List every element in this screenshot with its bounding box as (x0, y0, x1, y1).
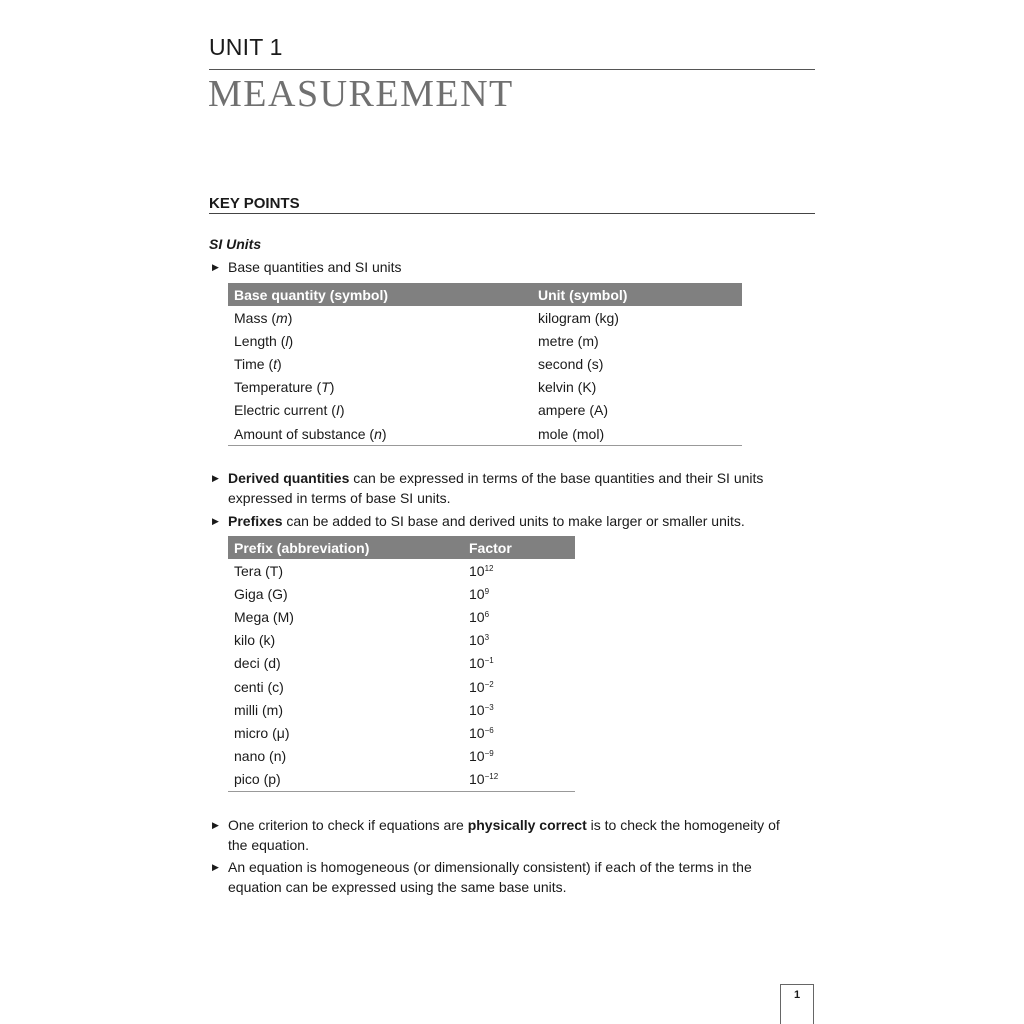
factor-exponent: 3 (484, 633, 490, 643)
factor-cell (463, 605, 575, 628)
factor-base: 10 (469, 771, 485, 788)
table-row (228, 399, 742, 422)
paren-open: ( (276, 332, 286, 349)
quantity-name: Electric current (234, 402, 328, 419)
factor-base: 10 (469, 632, 485, 649)
bullet-bold-term: Derived quantities (228, 470, 350, 486)
table-row (228, 721, 575, 744)
table-row (228, 422, 742, 446)
quantity-symbol: t (273, 355, 278, 372)
factor-base: 10 (469, 724, 485, 741)
quantity-cell (228, 352, 532, 375)
bullet-arrow-icon: ▶ (212, 820, 219, 830)
factor-cell (463, 721, 575, 744)
table-header-cell: Unit (symbol) (532, 283, 742, 306)
factor-cell (463, 745, 575, 768)
quantity-name: Amount of substance (234, 425, 366, 442)
page-number: 1 (780, 984, 814, 1024)
paren-open: ( (267, 309, 277, 326)
factor-cell (463, 698, 575, 721)
bullet-arrow-icon: ▶ (212, 516, 219, 526)
table-header-cell: Factor (463, 536, 575, 559)
prefix-cell: Giga (G) (234, 585, 288, 602)
quantity-name: Mass (234, 309, 268, 326)
section-title: SI Units (209, 236, 262, 252)
bullet-prefixes (212, 512, 792, 532)
factor-cell (463, 768, 575, 792)
bullet-text: is to check the homogeneity of the equation. (228, 817, 780, 853)
bullet-arrow-icon: ▶ (212, 862, 219, 872)
table-row (228, 329, 742, 352)
prefix-cell: Mega (M) (234, 608, 294, 625)
table-row (228, 306, 742, 329)
factor-exponent: −9 (484, 749, 494, 759)
factor-base: 10 (469, 608, 485, 625)
quantity-cell (228, 376, 532, 399)
factor-cell (463, 559, 575, 582)
table-row (228, 768, 575, 792)
bullet-text: can be added to SI base and derived units to make larger or smaller units. (282, 513, 745, 529)
paren-close: ) (339, 402, 345, 419)
table-row (228, 352, 742, 375)
quantity-symbol: T (321, 379, 330, 396)
table-row (228, 582, 575, 605)
paren-open: ( (312, 379, 322, 396)
quantity-symbol: l (285, 332, 289, 349)
table-row (228, 698, 575, 721)
bullet-physically-correct (212, 816, 802, 855)
bullet-text: An equation is homogeneous (or dimensionally consistent) if each of the terms in the equation can be expressed using the same base units. (228, 859, 752, 895)
table-row (228, 629, 575, 652)
factor-exponent: −12 (484, 772, 499, 782)
bullet-arrow-icon: ▶ (212, 473, 219, 483)
key-points-rule (209, 213, 815, 214)
bullet-derived-quantities (212, 469, 792, 508)
quantity-symbol: m (276, 309, 288, 326)
factor-cell (463, 629, 575, 652)
table-row (228, 376, 742, 399)
factor-base: 10 (469, 655, 485, 672)
quantity-name: Temperature (234, 379, 313, 396)
paren-close: ) (329, 379, 335, 396)
table-row (228, 675, 575, 698)
bullet-base-quantities (212, 258, 792, 278)
factor-cell (463, 652, 575, 675)
factor-exponent: 12 (484, 563, 494, 573)
quantity-name: Length (234, 332, 277, 349)
quantity-cell (228, 329, 532, 352)
key-points-heading: KEY POINTS (209, 195, 300, 212)
quantity-cell (228, 306, 532, 329)
factor-base: 10 (469, 678, 485, 695)
factor-cell (463, 675, 575, 698)
unit-cell: ampere (A) (538, 402, 609, 419)
table-header-cell: Base quantity (symbol) (228, 283, 532, 306)
table-row (228, 745, 575, 768)
bullet-text: Base quantities and SI units (228, 259, 402, 275)
factor-base: 10 (469, 585, 485, 602)
bullet-bold-term: Prefixes (228, 513, 283, 529)
factor-cell (463, 582, 575, 605)
paren-close: ) (288, 332, 294, 349)
unit-title: MEASUREMENT (208, 73, 514, 115)
table-header-row (228, 536, 575, 559)
paren-open: ( (264, 355, 274, 372)
table-header-cell: Prefix (abbreviation) (228, 536, 463, 559)
prefix-cell: nano (n) (234, 748, 287, 765)
unit-cell: mole (mol) (532, 422, 742, 446)
unit-cell: kelvin (K) (538, 379, 597, 396)
base-quantity-table (228, 283, 742, 446)
bullet-homogeneous (212, 858, 802, 897)
header-rule (209, 69, 815, 70)
paren-open: ( (327, 402, 336, 419)
prefix-cell: kilo (k) (234, 632, 276, 649)
unit-cell: second (s) (538, 355, 604, 372)
factor-exponent: 9 (484, 586, 490, 596)
quantity-cell (228, 399, 532, 422)
quantity-symbol: I (335, 402, 340, 419)
quantity-cell (228, 422, 532, 446)
quantity-name: Time (234, 355, 265, 372)
prefix-cell: pico (p) (228, 768, 463, 792)
prefix-cell: centi (c) (234, 678, 284, 695)
prefix-cell: micro (μ) (234, 724, 290, 741)
factor-base: 10 (469, 748, 485, 765)
paren-close: ) (381, 425, 387, 442)
paren-open: ( (365, 425, 375, 442)
table-row (228, 605, 575, 628)
factor-exponent: 6 (484, 609, 490, 619)
bullet-bold-term: physically correct (467, 817, 587, 833)
unit-label: UNIT 1 (209, 34, 283, 60)
table-row (228, 559, 575, 582)
prefix-table (228, 536, 575, 792)
factor-exponent: −2 (484, 679, 494, 689)
factor-base: 10 (469, 701, 485, 718)
table-header-row (228, 283, 742, 306)
paren-close: ) (287, 309, 293, 326)
table-row (228, 652, 575, 675)
factor-exponent: −3 (484, 702, 494, 712)
bullet-arrow-icon: ▶ (212, 262, 219, 272)
prefix-cell: milli (m) (234, 701, 283, 718)
unit-cell: metre (m) (538, 332, 599, 349)
bullet-text: can be expressed in terms of the base quantities and their SI units expressed in terms of base SI units. (228, 470, 764, 506)
prefix-cell: Tera (T) (234, 562, 283, 579)
paren-close: ) (277, 355, 282, 372)
bullet-text: One criterion to check if equations are (228, 817, 468, 833)
factor-base: 10 (469, 562, 485, 579)
factor-exponent: −1 (484, 656, 494, 666)
quantity-symbol: n (374, 425, 382, 442)
unit-cell: kilogram (kg) (538, 309, 619, 326)
prefix-cell: deci (d) (234, 655, 281, 672)
factor-exponent: −6 (484, 725, 494, 735)
